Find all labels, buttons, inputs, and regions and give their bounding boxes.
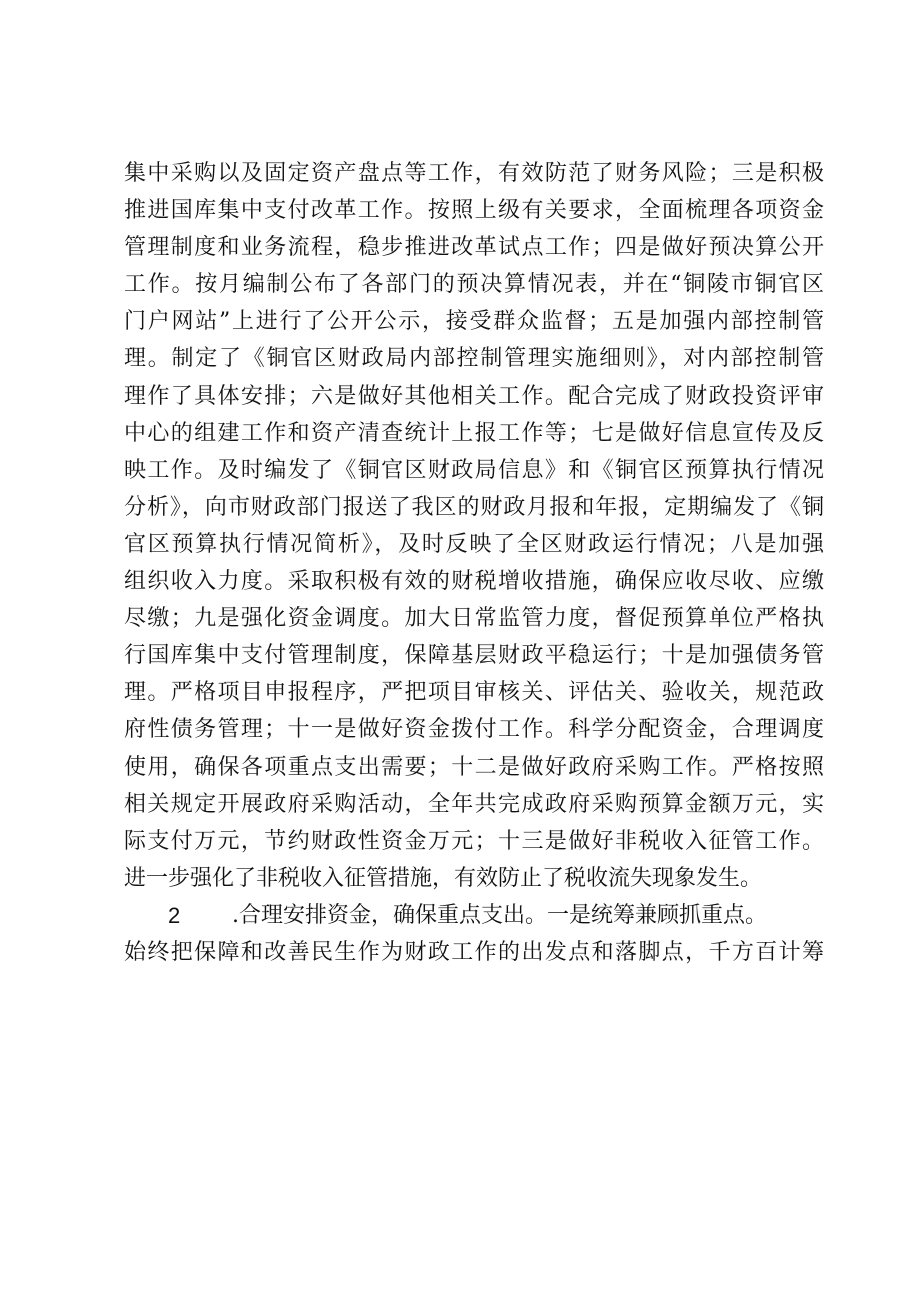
text-line: 相关规定开展政府采购活动，全年共完成政府采购预算金额万元，实 bbox=[124, 791, 824, 817]
text-line: 门户网站”上进行了公开公示，接受群众监督；五是加强内部控制管 bbox=[124, 309, 824, 335]
body-text bbox=[124, 155, 824, 971]
text-line: 分析》，向市财政部门报送了我区的财政月报和年报，定期编发了《铜 bbox=[124, 494, 824, 520]
text-line: 映工作。及时编发了《铜官区财政局信息》和《铜官区预算执行情况 bbox=[124, 457, 824, 483]
text-line: 始终把保障和改善民生作为财政工作的出发点和落脚点，千方百计筹 bbox=[124, 939, 824, 965]
text-line: 管理制度和业务流程，稳步推进改革试点工作；四是做好预决算公开 bbox=[124, 235, 824, 261]
section-heading-text: .合理安排资金，确保重点支出。一是统筹兼顾抓重点。 bbox=[232, 902, 767, 928]
text-line: 使用，确保各项重点支出需要；十二是做好政府采购工作。严格按照 bbox=[124, 754, 824, 780]
text-line: 理。严格项目申报程序，严把项目审核关、评估关、验收关，规范政 bbox=[124, 680, 824, 706]
text-line: 理作了具体安排；六是做好其他相关工作。配合完成了财政投资评审 bbox=[124, 383, 824, 409]
text-line: 际支付万元，节约财政性资金万元；十三是做好非税收入征管工作。 bbox=[124, 828, 824, 854]
text-line: 工作。按月编制公布了各部门的预决算情况表，并在“铜陵市铜官区 bbox=[124, 272, 824, 298]
text-line: 尽缴；九是强化资金调度。加大日常监管力度，督促预算单位严格执 bbox=[124, 606, 824, 632]
paragraph-2 bbox=[124, 897, 824, 971]
text-line: 集中采购以及固定资产盘点等工作，有效防范了财务风险；三是积极 bbox=[124, 161, 824, 186]
text-line: 组织收入力度。采取积极有效的财税增收措施，确保应收尽收、应缴 bbox=[124, 569, 824, 595]
section-number: 2 bbox=[168, 902, 181, 928]
text-line: 进一步强化了非税收入征管措施，有效防止了税收流失现象发生。 bbox=[124, 865, 763, 891]
text-line: 中心的组建工作和资产清查统计上报工作等；七是做好信息宣传及反 bbox=[124, 420, 824, 446]
paragraph-heading-line bbox=[124, 897, 824, 934]
paragraph-1 bbox=[124, 155, 824, 897]
text-line: 行国库集中支付管理制度，保障基层财政平稳运行；十是加强债务管 bbox=[124, 643, 824, 669]
text-line: 官区预算执行情况简析》，及时反映了全区财政运行情况；八是加强 bbox=[124, 531, 824, 557]
text-line: 推进国库集中支付改革工作。按照上级有关要求，全面梳理各项资金 bbox=[124, 198, 824, 224]
text-line: 府性债务管理；十一是做好资金拨付工作。科学分配资金，合理调度 bbox=[124, 717, 824, 743]
text-line: 理。制定了《铜官区财政局内部控制管理实施细则》，对内部控制管 bbox=[124, 346, 824, 372]
